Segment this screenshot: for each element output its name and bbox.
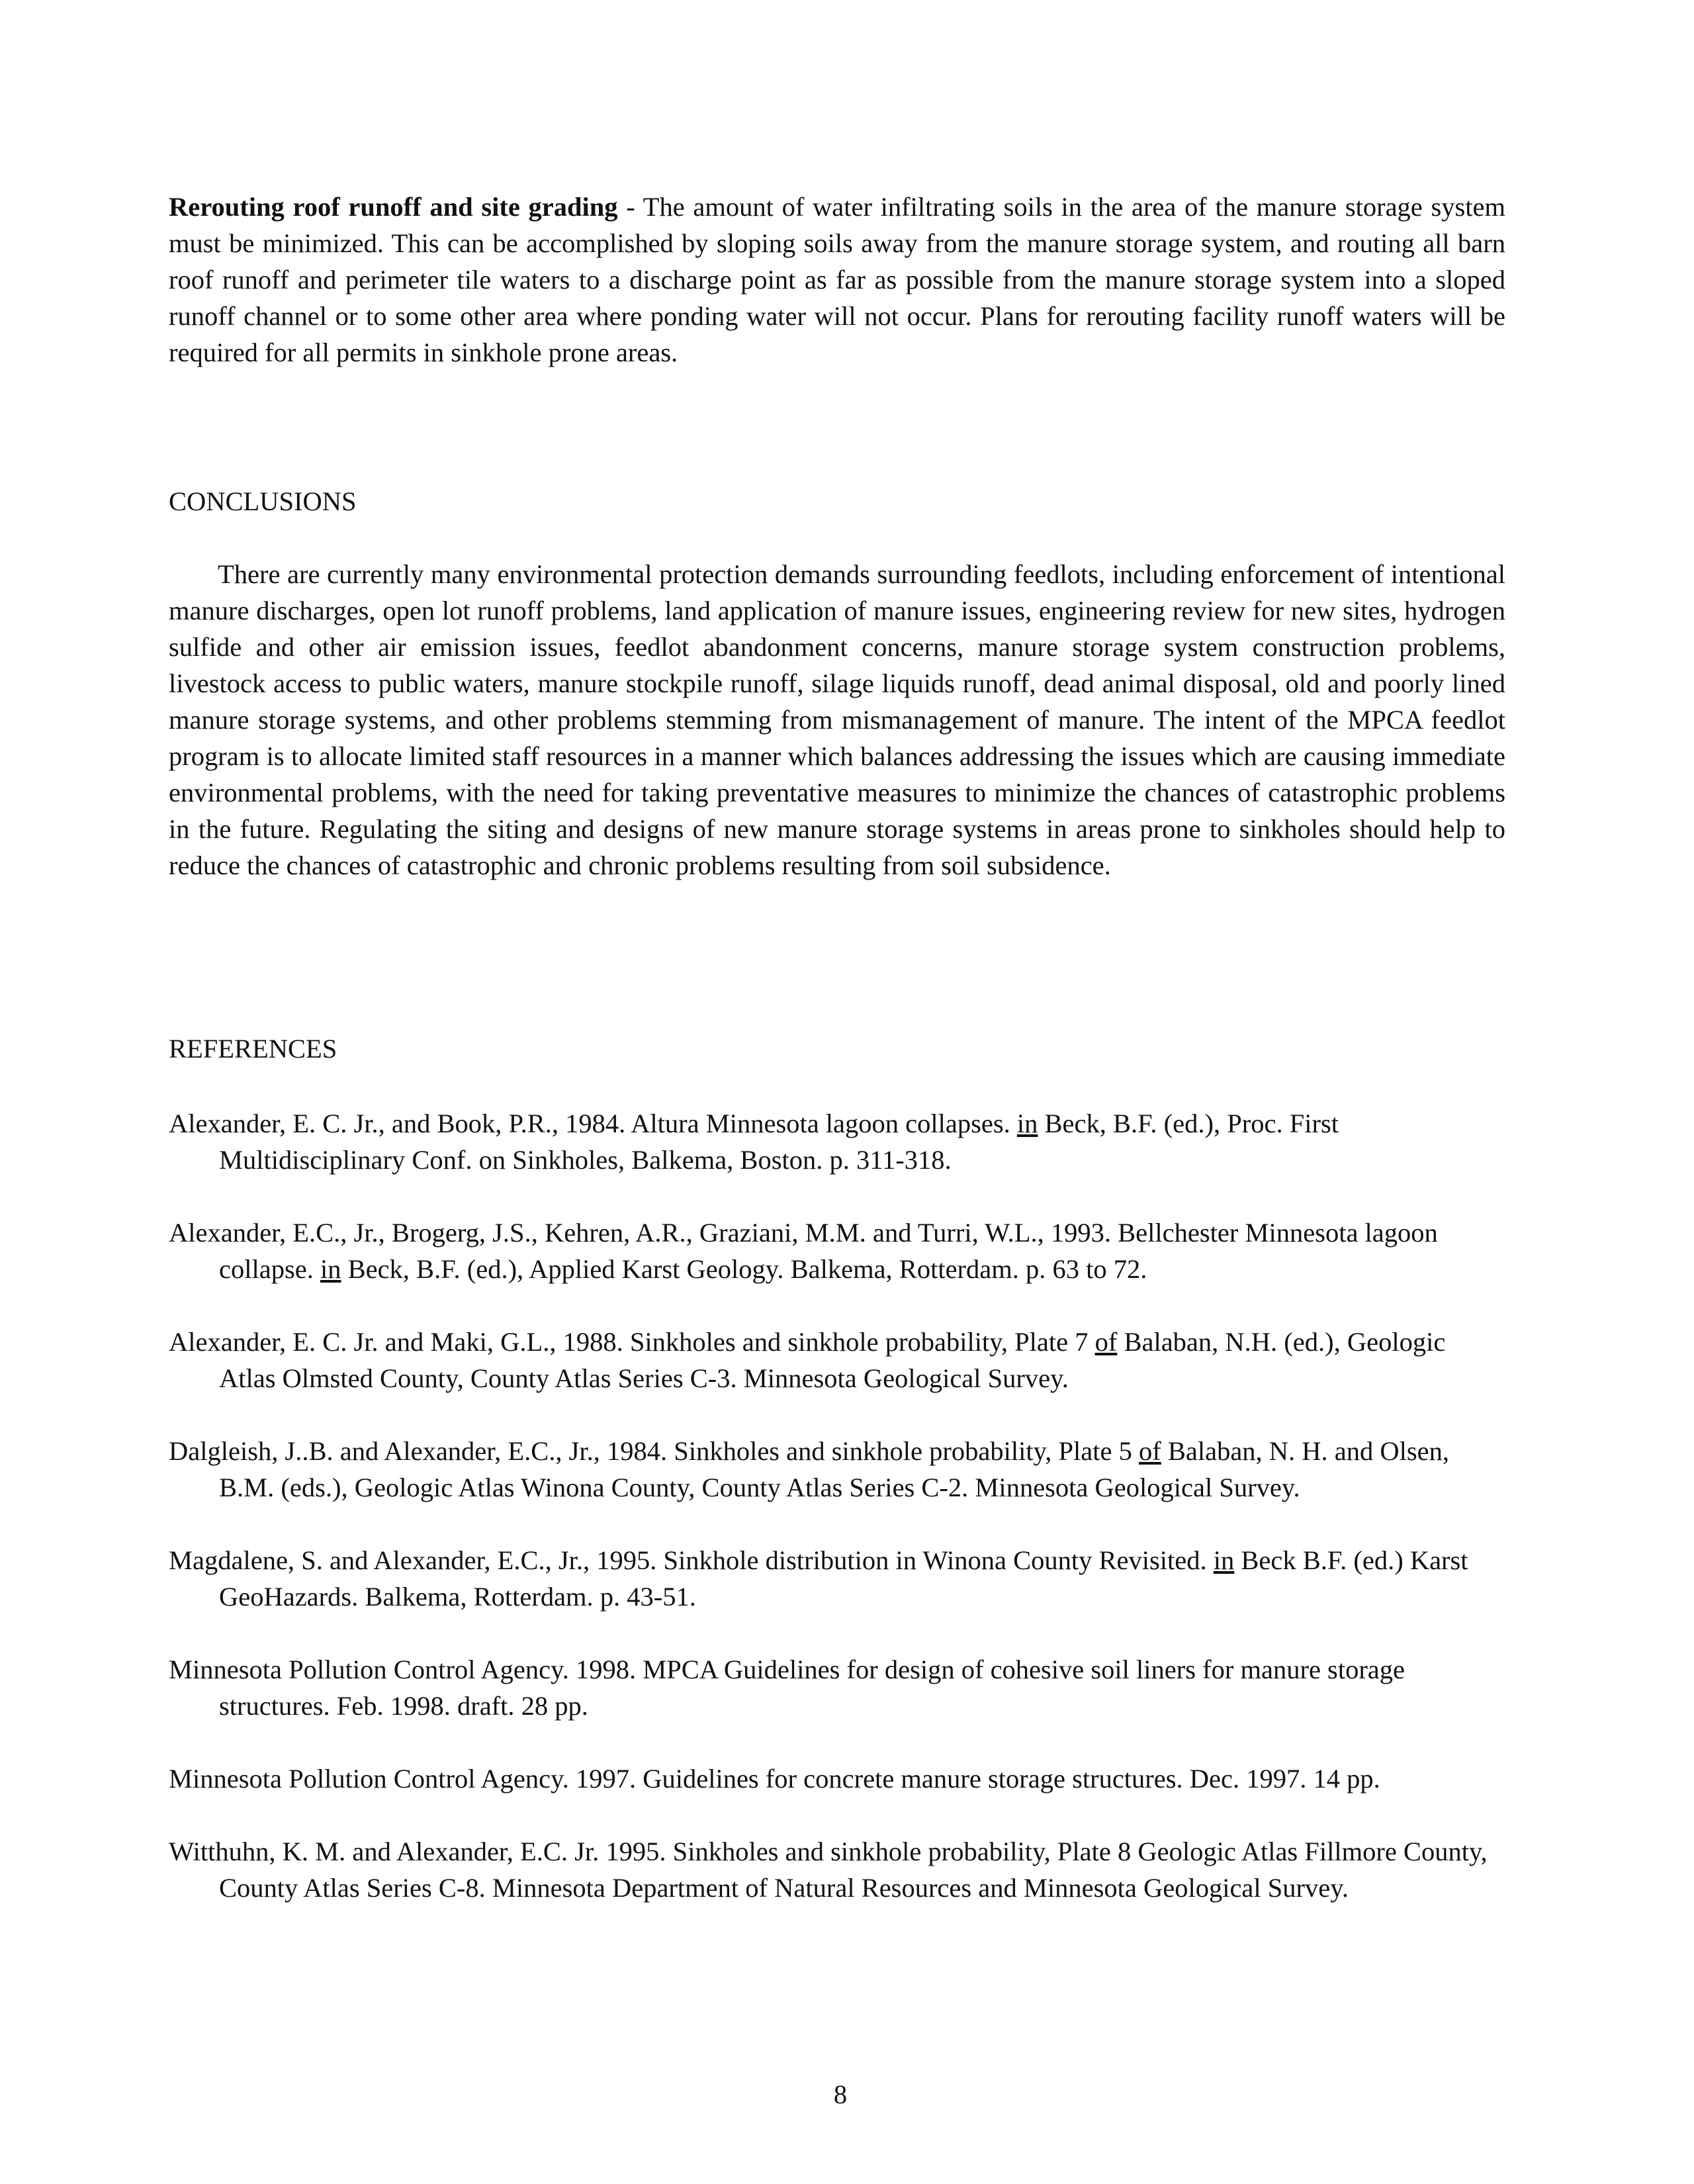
reference-text: Minnesota Pollution Control Agency. 1997. Guidelines for concrete manure storage structures. Dec. 1997. 14 pp.: [169, 1764, 1380, 1794]
reference-item: [169, 1433, 1505, 1506]
reference-marker: in: [1016, 1109, 1038, 1138]
reference-item: [169, 1105, 1505, 1178]
reference-item: [169, 1324, 1505, 1396]
reference-text: Beck, B.F. (ed.), Proc. First Multidisciplinary Conf. on Sinkholes, Balkema, Boston. p. 311-318.: [219, 1109, 1339, 1175]
conclusions-paragraph: There are currently many environmental protection demands surrounding feedlots, including enforcement of intentional manure discharges, open lot runoff problems, land application of manure issues, engineering review for new sites, hydrogen sulfide and other air emission issues, feedlot abandonment concerns, manure storage system construction problems, livestock access to public waters, manure stockpile runoff, silage liquids runoff, dead animal disposal, old and poorly lined manure storage systems, and other problems stemming from mismanagement of manure. The intent of the MPCA feedlot program is to allocate limited staff resources in a manner which balances addressing the issues which are causing immediate environmental problems, with the need for taking preventative measures to minimize the chances of catastrophic problems in the future. Regulating the siting and designs of new manure storage systems in areas prone to sinkholes should help to reduce the chances of catastrophic and chronic problems resulting from soil subsidence.: [169, 559, 1505, 880]
reference-marker: in: [320, 1254, 341, 1284]
reference-text: Beck, B.F. (ed.), Applied Karst Geology. Balkema, Rotterdam. p. 63 to 72.: [341, 1254, 1147, 1284]
reference-text: Dalgleish, J..B. and Alexander, E.C., Jr., 1984. Sinkholes and sinkhole probability, Plate 5: [169, 1436, 1139, 1466]
reference-item: [169, 1542, 1505, 1615]
reference-marker: of: [1138, 1436, 1161, 1466]
conclusions-heading: CONCLUSIONS: [169, 486, 357, 516]
reference-text: Magdalene, S. and Alexander, E.C., Jr., 1995. Sinkhole distribution in Winona County Revisited.: [169, 1545, 1214, 1575]
reference-text: Beck B.F. (ed.) Karst GeoHazards. Balkema, Rotterdam. p. 43-51.: [219, 1545, 1468, 1612]
page-number: 8: [833, 2079, 848, 2109]
rerouting-paragraph: [169, 189, 1505, 371]
reference-text: Balaban, N.H. (ed.), Geologic Atlas Olmsted County, County Atlas Series C-3. Minnesota Geological Survey.: [219, 1327, 1446, 1393]
reference-marker: of: [1094, 1327, 1118, 1357]
reference-item: [169, 1833, 1505, 1906]
reference-text: Witthuhn, K. M. and Alexander, E.C. Jr. 1995. Sinkholes and sinkhole probability, Plate 8 Geologic Atlas Fillmore County, County Atlas Series C-8. Minnesota Department of Natural Resources and Minnesota Geological Survey.: [169, 1837, 1488, 1903]
reference-text: Alexander, E.C., Jr., Brogerg, J.S., Kehren, A.R., Graziani, M.M. and Turri, W.L., 1993. Bellchester Minnesota lagoon collapse.: [169, 1218, 1438, 1284]
reference-item: [169, 1651, 1505, 1724]
reference-item: [169, 1214, 1505, 1287]
references-heading: REFERENCES: [169, 1034, 337, 1064]
reference-text: Alexander, E. C. Jr., and Book, P.R., 1984. Altura Minnesota lagoon collapses.: [169, 1109, 1017, 1138]
rerouting-lead: Rerouting roof runoff and site grading: [169, 192, 618, 222]
rerouting-body: - The amount of water infiltrating soils in the area of the manure storage system must be minimized. This can be accomplished by sloping soils away from the manure storage system, and routing all barn roof runoff and perimeter tile waters to a discharge point as far as possible from the manure storage system into a sloped runoff channel or to some other area where ponding water will not occur. Plans for rerouting facility runoff waters will be required for all permits in sinkhole prone areas.: [169, 192, 1505, 367]
references-list: [169, 1105, 1505, 1942]
reference-marker: in: [1213, 1545, 1235, 1575]
reference-item: [169, 1760, 1505, 1797]
reference-text: Alexander, E. C. Jr. and Maki, G.L., 1988. Sinkholes and sinkhole probability, Plate 7: [169, 1327, 1095, 1357]
reference-text: Balaban, N. H. and Olsen, B.M. (eds.), Geologic Atlas Winona County, County Atlas Series C-2. Minnesota Geological Survey.: [219, 1436, 1450, 1502]
reference-text: Minnesota Pollution Control Agency. 1998. MPCA Guidelines for design of cohesive soil liners for manure storage structures. Feb. 1998. draft. 28 pp.: [169, 1655, 1405, 1721]
